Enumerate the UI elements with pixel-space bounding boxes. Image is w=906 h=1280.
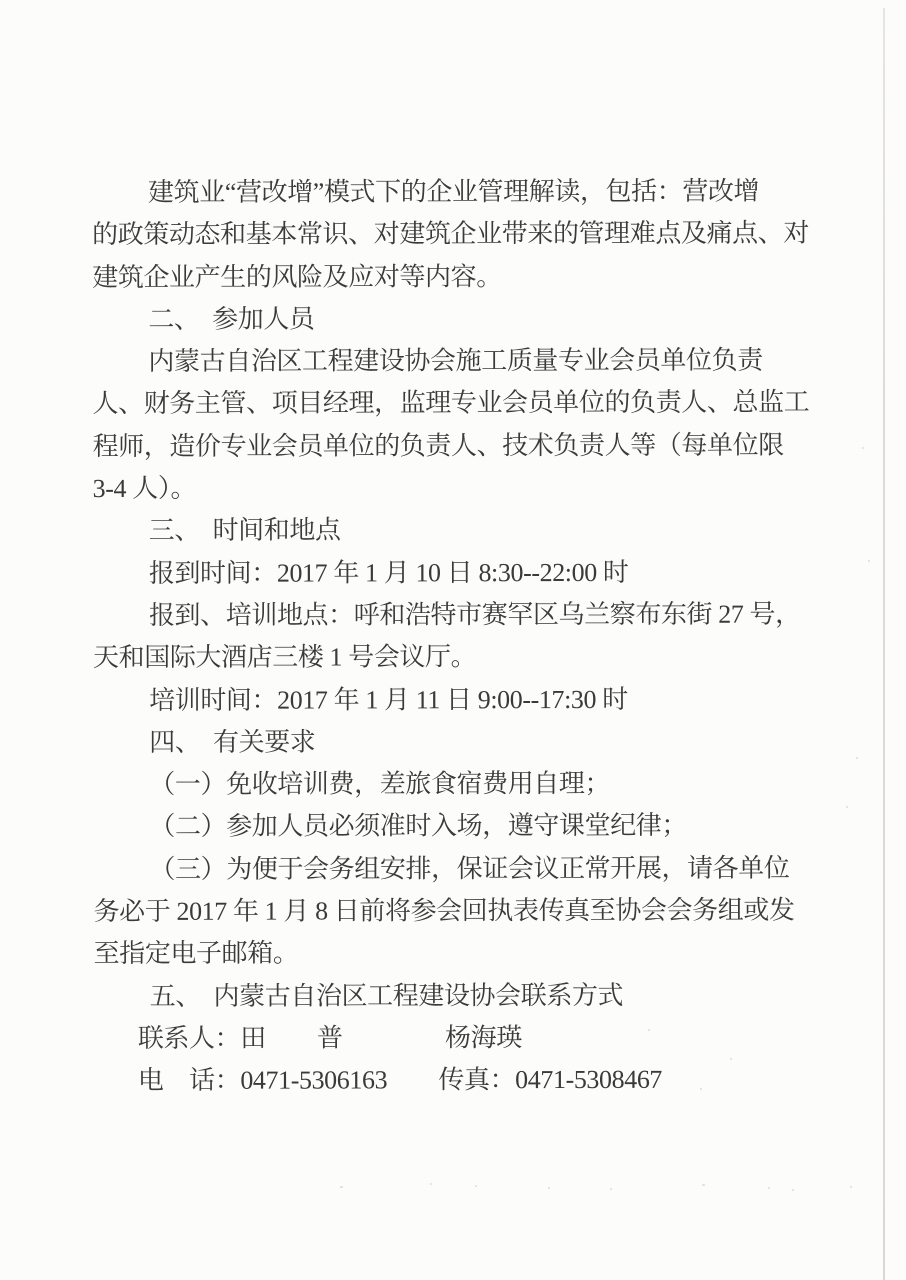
scan-noise-speck xyxy=(730,1058,732,1060)
doc-line: 报到、培训地点：呼和浩特市赛罕区乌兰察布东街 27 号， xyxy=(148,599,801,630)
scan-noise-speck xyxy=(340,1186,343,1188)
doc-line: 培训时间：2017 年 1 月 11 日 9:00--17:30 时 xyxy=(149,684,628,715)
doc-line: 报到时间：2017 年 1 月 10 日 8:30--22:00 时 xyxy=(148,557,629,588)
doc-line: （二）参加人员必须准时入场，遵守课堂纪律； xyxy=(149,811,688,842)
scan-noise-speck xyxy=(846,806,848,808)
scan-noise-speck xyxy=(702,1184,705,1186)
doc-line: 内蒙古自治区工程建设协会施工质量专业会员单位负责 xyxy=(148,345,763,377)
scan-noise-speck xyxy=(700,1088,702,1090)
scan-noise-speck xyxy=(850,1186,852,1188)
doc-section-heading: 三、 时间和地点 xyxy=(148,515,341,546)
scan-noise-speck xyxy=(792,1189,794,1191)
doc-section-heading: 二、 参加人员 xyxy=(148,304,315,334)
scan-noise-speck xyxy=(768,1187,770,1189)
scan-noise-speck xyxy=(475,1185,477,1187)
scan-noise-speck xyxy=(856,757,858,759)
doc-section-heading: 四、 有关要求 xyxy=(149,727,316,757)
doc-line: 建筑企业产生的风险及应对等内容。 xyxy=(92,261,502,292)
scan-noise-speck xyxy=(548,1187,550,1189)
scan-noise-speck xyxy=(868,560,870,562)
doc-line: 人、财务主管、项目经理，监理专业会员单位的负责人、总监工 xyxy=(92,387,810,419)
doc-line: 3-4 人）。 xyxy=(92,473,197,504)
scan-noise-speck xyxy=(430,1183,432,1185)
doc-line: 程师，造价专业会员单位的负责人、技术负责人等（每单位限 xyxy=(92,430,784,461)
scan-noise-speck xyxy=(610,1188,612,1190)
doc-line: （三）为便于会务组安排，保证会议正常开展，请各单位 xyxy=(149,853,790,884)
doc-line: 务必于 2017 年 1 月 8 日前将参会回执表传真至协会会务组或发 xyxy=(93,895,795,927)
doc-line: 天和国际大酒店三楼 1 号会议厅。 xyxy=(92,642,477,673)
scan-edge-artifact xyxy=(883,8,885,1280)
scan-noise-speck xyxy=(648,1029,650,1031)
doc-line: 至指定电子邮箱。 xyxy=(93,938,299,969)
doc-contact-line: 电 话：0471-5306163 传真：0471-5308467 xyxy=(137,1065,663,1096)
document-text-block xyxy=(92,170,834,1102)
doc-line: 的政策动态和基本常识、对建筑企业带来的管理难点及痛点、对 xyxy=(92,218,809,250)
scan-noise-speck xyxy=(862,447,864,449)
doc-line: 建筑业“营改增”模式下的企业管理解读，包括：营改增 xyxy=(148,176,760,207)
doc-section-heading: 五、 内蒙古自治区工程建设协会联系方式 xyxy=(149,980,624,1011)
doc-contact-line: 联系人：田 普 杨海瑛 xyxy=(137,1023,522,1053)
doc-line: （一）免收培训费，差旅食宿费用自理； xyxy=(149,769,611,800)
